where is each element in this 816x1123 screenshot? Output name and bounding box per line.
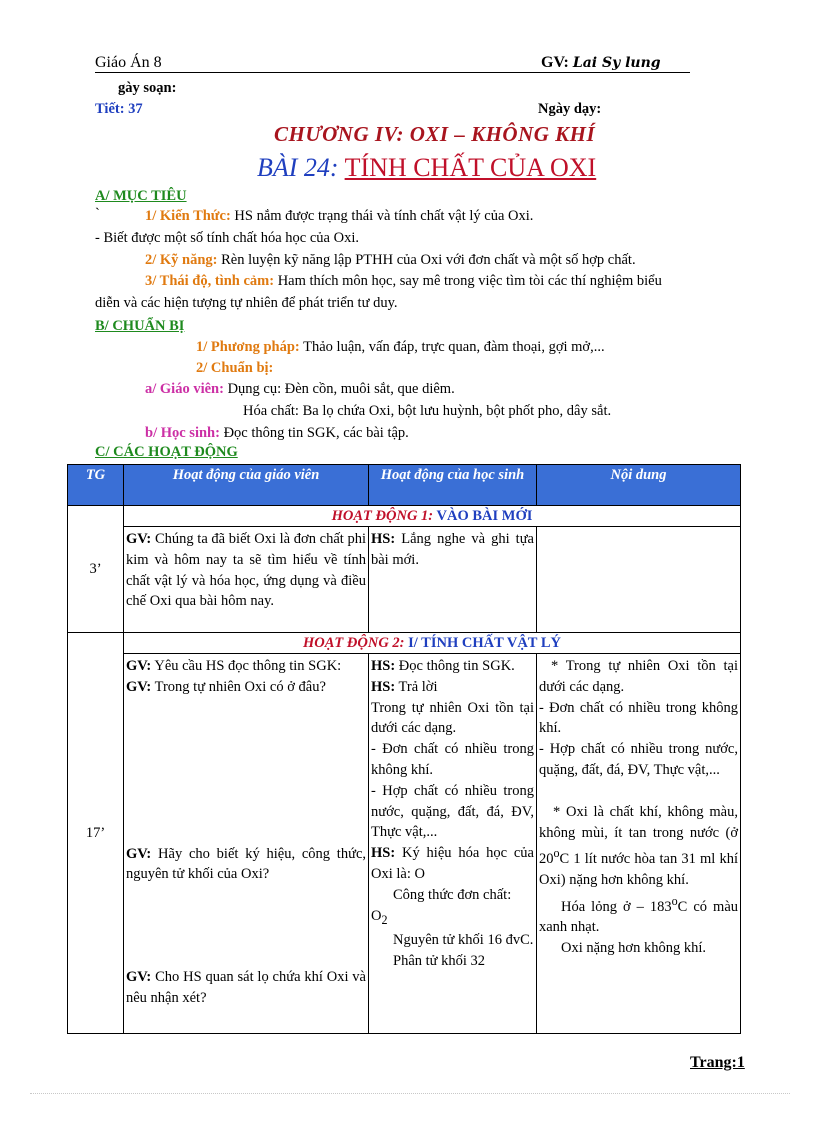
activity-2-heading-row — [68, 633, 741, 654]
degree-sup-2: o — [671, 893, 678, 908]
teacher-name: Lai Sy lung — [572, 55, 661, 71]
activity-2-teacher-text-2: Trong tự nhiên Oxi có ở đâu? — [154, 678, 326, 695]
activity-2-student-text-7: Công thức đơn chất: — [393, 886, 512, 903]
teacher-prep-text: Dụng cụ: Đèn cồn, muôi sắt, que diêm. — [227, 381, 455, 397]
tick-mark: ` — [95, 206, 100, 222]
skills-text: Rèn luyện kỹ năng lập PTHH của Oxi với đơn chất và một số hợp chất. — [221, 252, 636, 268]
activity-1-content — [537, 527, 741, 633]
activity-2-student — [369, 654, 537, 1034]
prep-date-label: gày soạn: — [118, 80, 177, 96]
activity-2-label: HOẠT ĐỘNG 2: — [303, 635, 405, 651]
attitude-text-2: diễn và các hiện tượng tự nhiên để phát triển tư duy. — [95, 295, 398, 311]
content-text-2: - Đơn chất có nhiều trong không khí. — [539, 699, 738, 737]
section-c-title: C/ CÁC HOẠT ĐỘNG — [95, 444, 238, 460]
content-text-4b: C 1 lít nước hòa tan 31 ml khí Oxi) nặng hơn không khí. — [539, 851, 738, 888]
knowledge-text-2: - Biết được một số tính chất hóa học của Oxi. — [95, 230, 359, 246]
content-text-5b: C có màu xanh nhạt. — [539, 898, 738, 936]
col-header-time: TG — [68, 465, 124, 506]
activity-1-label: HOẠT ĐỘNG 1: — [331, 508, 434, 524]
col-header-student: Hoạt động của học sinh — [369, 465, 537, 506]
attitude-text: Ham thích môn học, say mê trong việc tìm tòi các thí nghiệm biểu — [277, 273, 662, 289]
attitude-line — [145, 273, 662, 290]
teacher-prep-line — [145, 381, 455, 398]
skills-label: 2/ Kỹ năng: — [145, 252, 218, 268]
activity-1-title: VÀO BÀI MỚI — [436, 508, 533, 524]
activity-2-teacher-text-4: Cho HS quan sát lọ chứa khí Oxi và nêu nhận xét? — [126, 969, 366, 1006]
content-text-4a: * Oxi là chất khí, không màu, không mùi, ít tan trong nước (ở 20 — [539, 803, 738, 868]
activity-1-student-text: Lắng nghe và ghi tựa bài mới. — [371, 531, 534, 568]
activity-2-student-text-1: Đọc thông tin SGK. — [398, 658, 515, 674]
page-number: Trang:1 — [690, 1054, 745, 1071]
activity-2-student-text-6: Ký hiệu hóa học của Oxi là: O — [371, 845, 534, 882]
col-header-content: Nội dung — [537, 465, 741, 506]
content-text-5 — [539, 891, 738, 938]
oxygen-formula-subscript: 2 — [381, 912, 388, 927]
activity-2-student-text-4: - Đơn chất có nhiều trong không khí. — [371, 741, 534, 778]
gv-label: GV: — [126, 969, 152, 986]
lesson-number: BÀI 24: — [257, 153, 339, 182]
hs-label: HS: — [371, 678, 396, 695]
teacher-prep-label: a/ Giáo viên: — [145, 381, 224, 397]
activity-2-teacher — [124, 654, 369, 1034]
header-subject: Giáo Án 8 — [95, 54, 162, 71]
activity-1-teacher — [124, 527, 369, 633]
activity-1-time: 3’ — [68, 506, 124, 633]
activity-1-heading — [124, 506, 741, 527]
gv-label: GV: — [126, 658, 152, 674]
activities-table — [67, 464, 741, 1034]
section-a-title: A/ MỤC TIÊU — [95, 188, 187, 204]
student-prep-text: Đọc thông tin SGK, các bài tập. — [223, 425, 409, 441]
activity-1-student — [369, 527, 537, 633]
gv-label: GV: — [126, 531, 152, 547]
method-label: 1/ Phương pháp: — [196, 339, 300, 355]
lesson-title — [257, 153, 596, 183]
student-prep-line — [145, 425, 409, 442]
activity-1-teacher-text: Chúng ta đã biết Oxi là đơn chất phi kim và hôm nay ta sẽ tìm hiểu về tính chất vật lý và hóa học, ứng dụng và điều chế Oxi qua bài hôm nay. — [126, 531, 366, 610]
degree-sup-1: o — [553, 846, 560, 861]
content-text-1: * Trong tự nhiên Oxi tồn tại dưới các dạng. — [539, 658, 738, 695]
hs-label: HS: — [371, 845, 396, 862]
content-text-4 — [539, 802, 738, 891]
activity-2-student-text-2: Trả lời — [398, 678, 438, 695]
student-prep-label: b/ Học sinh: — [145, 425, 220, 441]
page-bottom-divider — [30, 1093, 790, 1094]
method-line — [196, 339, 605, 356]
activity-2-body-row — [68, 654, 741, 1034]
activity-2-teacher-text-1: Yêu cầu HS đọc thông tin SGK: — [154, 658, 342, 674]
chapter-title: CHƯƠNG IV: OXI – KHÔNG KHÍ — [274, 122, 596, 146]
preparation-label: 2/ Chuẩn bị: — [196, 360, 274, 376]
oxygen-formula: O — [371, 907, 382, 924]
content-text-5a: Hóa lỏng ở – 183 — [561, 898, 672, 915]
activity-2-student-text-9: Phân tử khối 32 — [393, 953, 486, 970]
table-header-row — [68, 465, 741, 506]
content-text-6: Oxi nặng hơn không khí. — [561, 940, 707, 957]
knowledge-label: 1/ Kiến Thức: — [145, 208, 231, 224]
activity-2-teacher-text-3: Hãy cho biết ký hiệu, công thức, nguyên tử khối của Oxi? — [126, 845, 367, 883]
knowledge-text: HS nắm được trạng thái và tính chất vật lý của Oxi. — [234, 208, 534, 224]
content-text-3: - Hợp chất có nhiều trong nước, quặng, đất, đá, ĐV, Thực vật,... — [539, 741, 738, 778]
teach-date-label: Ngày dạy: — [538, 101, 602, 117]
teacher-label: GV: — [541, 54, 569, 71]
header-divider — [95, 72, 690, 73]
activity-2-student-text-5: - Hợp chất có nhiều trong nước, quặng, đất, đá, ĐV, Thực vật,... — [371, 782, 534, 841]
lesson-name: TÍNH CHẤT CỦA OXI — [344, 153, 597, 182]
activity-2-heading — [124, 633, 741, 654]
activity-1-heading-row — [68, 506, 741, 527]
activity-2-content — [537, 654, 741, 1034]
activity-1-body-row — [68, 527, 741, 633]
gv-label: GV: — [126, 678, 152, 695]
teacher-prep-text-2: Hóa chất: Ba lọ chứa Oxi, bột lưu huỳnh, bột phốt pho, dây sắt. — [243, 403, 612, 419]
method-text: Thảo luận, vấn đáp, trực quan, đàm thoại, gợi mở,... — [303, 339, 605, 355]
col-header-teacher: Hoạt động của giáo viên — [124, 465, 369, 506]
gv-label: GV: — [126, 845, 152, 862]
skills-line — [145, 252, 636, 269]
attitude-label: 3/ Thái độ, tình cảm: — [145, 273, 275, 289]
header-teacher — [541, 54, 661, 72]
period-label: Tiết: 37 — [95, 101, 143, 117]
hs-label: HS: — [371, 658, 396, 674]
activity-2-time: 17’ — [68, 633, 124, 1034]
knowledge-line — [145, 208, 533, 225]
section-b-title: B/ CHUẨN BỊ — [95, 318, 185, 334]
hs-label: HS: — [371, 531, 396, 547]
activity-2-student-text-8: Nguyên tử khối 16 đvC. — [393, 932, 534, 949]
activity-2-title: I/ TÍNH CHẤT VẬT LÝ — [408, 635, 561, 651]
activity-2-student-text-3: Trong tự nhiên Oxi tồn tại dưới các dạng. — [371, 699, 534, 737]
